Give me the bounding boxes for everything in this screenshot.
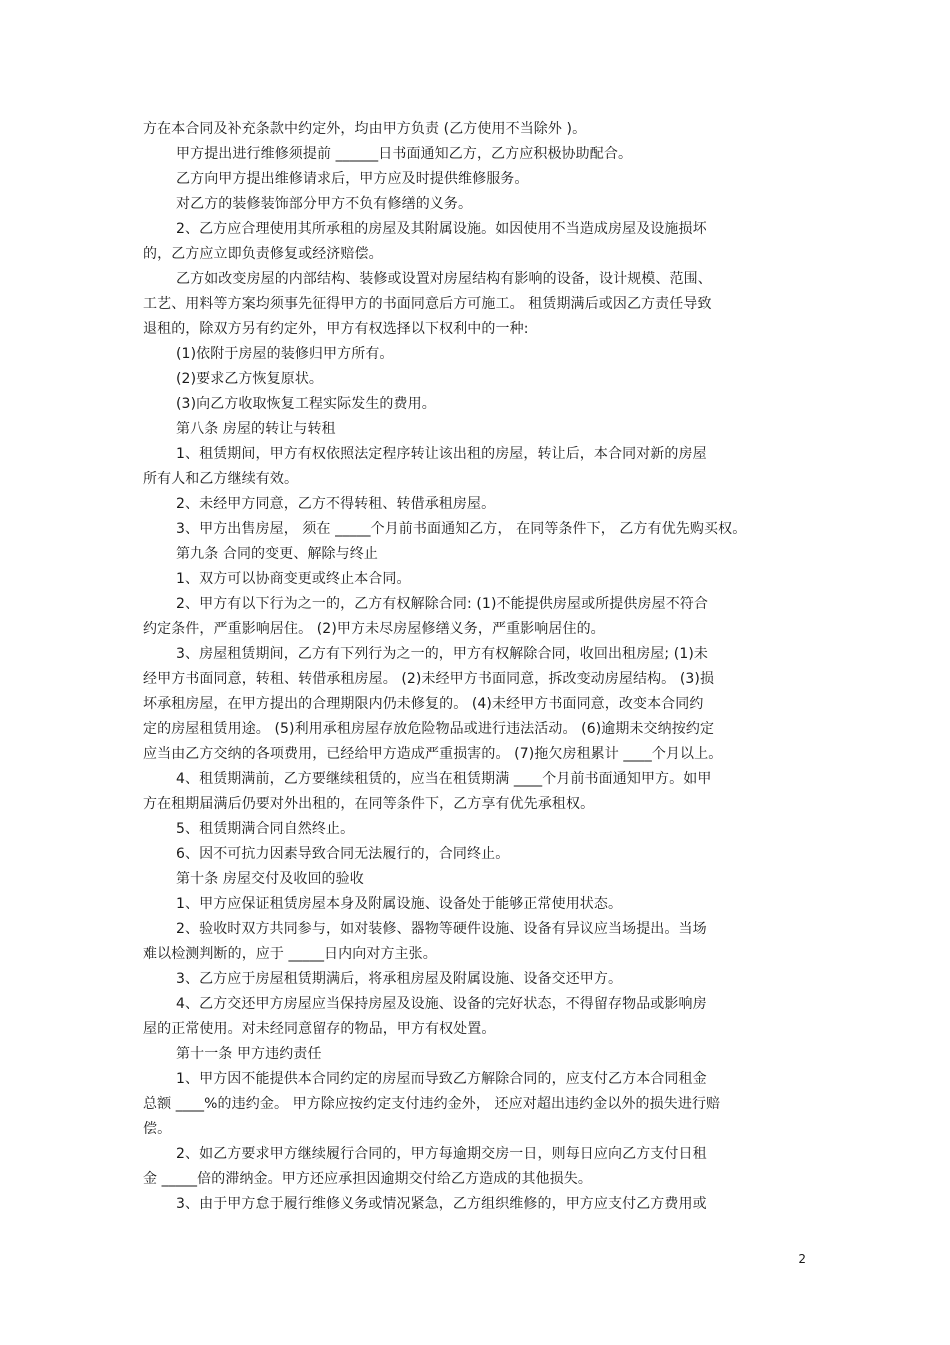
text-line: 退租的，除双方另有约定外，甲方有权选择以下权利中的一种: (143, 321, 529, 337)
text-line: 金 _____倍的滞纳金。甲方还应承担因逾期交付给乙方造成的其他损失。 (143, 1171, 592, 1187)
text-line: 难以检测判断的，应于 _____日内向对方主张。 (143, 946, 437, 962)
text-line: (1)依附于房屋的装修归甲方所有。 (176, 346, 394, 362)
text-line: 2、甲方有以下行为之一的，乙方有权解除合同: (1)不能提供房屋或所提供房屋不符合 (176, 596, 709, 612)
text-line: 6、因不可抗力因素导致合同无法履行的，合同终止。 (176, 846, 510, 862)
text-line: 总额 ____%的违约金。 甲方除应按约定支付违约金外， 还应对超出违约金以外的损失进行赔 (143, 1096, 721, 1112)
text-line: 1、甲方应保证租赁房屋本身及附属设施、设备处于能够正常使用状态。 (176, 896, 623, 912)
text-line: 甲方提出进行维修须提前 ______日书面通知乙方，乙方应积极协助配合。 (176, 146, 633, 162)
text-line: 2、乙方应合理使用其所承租的房屋及其附属设施。如因使用不当造成房屋及设施损坏 (176, 221, 707, 237)
text-line: 对乙方的装修装饰部分甲方不负有修缮的义务。 (176, 196, 473, 212)
text-line: 5、租赁期满合同自然终止。 (176, 821, 355, 837)
text-line: 2、验收时双方共同参与，如对装修、器物等硬件设施、设备有异议应当场提出。当场 (176, 921, 707, 937)
text-line: 屋的正常使用。对未经同意留存的物品，甲方有权处置。 (143, 1021, 496, 1037)
text-line: 3、甲方出售房屋， 须在 _____个月前书面通知乙方， 在同等条件下， 乙方有优先购买权。 (176, 521, 747, 537)
text-line: 第十一条 甲方违约责任 (176, 1046, 322, 1062)
text-line: 工艺、用料等方案均须事先征得甲方的书面同意后方可施工。 租赁期满后或因乙方责任导致 (143, 296, 712, 312)
text-line: 应当由乙方交纳的各项费用，已经给甲方造成严重损害的。 (7)拖欠房租累计 ____个月以上。 (143, 746, 723, 762)
text-line: 3、乙方应于房屋租赁期满后，将承租房屋及附属设施、设备交还甲方。 (176, 971, 623, 987)
text-line: 乙方向甲方提出维修请求后，甲方应及时提供维修服务。 (176, 171, 529, 187)
text-line: (3)向乙方收取恢复工程实际发生的费用。 (176, 396, 436, 412)
text-line: 第八条 房屋的转让与转租 (176, 421, 336, 437)
text-line: 经甲方书面同意，转租、转借承租房屋。 (2)未经甲方书面同意，拆改变动房屋结构。 (3)损 (143, 671, 715, 687)
text-line: 1、双方可以协商变更或终止本合同。 (176, 571, 411, 587)
text-line: 1、甲方因不能提供本合同约定的房屋而导致乙方解除合同的，应支付乙方本合同租金 (176, 1071, 707, 1087)
text-line: 第九条 合同的变更、解除与终止 (176, 546, 378, 562)
text-line: 乙方如改变房屋的内部结构、装修或设置对房屋结构有影响的设备，设计规模、范围、 (176, 271, 712, 287)
page-number: 2 (798, 1252, 806, 1266)
text-line: 2、未经甲方同意，乙方不得转租、转借承租房屋。 (176, 496, 496, 512)
text-line: 偿。 (143, 1121, 172, 1137)
text-line: 3、由于甲方怠于履行维修义务或情况紧急，乙方组织维修的，甲方应支付乙方费用或 (176, 1196, 707, 1212)
text-line: 4、乙方交还甲方房屋应当保持房屋及设施、设备的完好状态，不得留存物品或影响房 (176, 996, 707, 1012)
text-line: 约定条件，严重影响居住。 (2)甲方未尽房屋修缮义务，严重影响居住的。 (143, 621, 605, 637)
text-line: 4、租赁期满前，乙方要继续租赁的，应当在租赁期满 ____个月前书面通知甲方。如甲 (176, 771, 712, 787)
text-line: 定的房屋租赁用途。 (5)利用承租房屋存放危险物品或进行违法活动。 (6)逾期未交纳按约定 (143, 721, 715, 737)
text-line: 第十条 房屋交付及收回的验收 (176, 871, 364, 887)
text-line: 3、房屋租赁期间，乙方有下列行为之一的，甲方有权解除合同，收回出租房屋; (1)未 (176, 646, 709, 662)
text-line: 方在本合同及补充条款中约定外，均由甲方负责 (乙方使用不当除外 )。 (143, 121, 587, 137)
text-line: 方在租期届满后仍要对外出租的，在同等条件下，乙方享有优先承租权。 (143, 796, 595, 812)
text-line: 所有人和乙方继续有效。 (143, 471, 299, 487)
text-line: 2、如乙方要求甲方继续履行合同的，甲方每逾期交房一日，则每日应向乙方支付日租 (176, 1146, 707, 1162)
text-line: 坏承租房屋，在甲方提出的合理期限内仍未修复的。 (4)未经甲方书面同意，改变本合同约 (143, 696, 704, 712)
text-line: (2)要求乙方恢复原状。 (176, 371, 324, 387)
text-line: 1、租赁期间，甲方有权依照法定程序转让该出租的房屋，转让后，本合同对新的房屋 (176, 446, 707, 462)
text-line: 的，乙方应立即负责修复或经济赔偿。 (143, 246, 383, 262)
